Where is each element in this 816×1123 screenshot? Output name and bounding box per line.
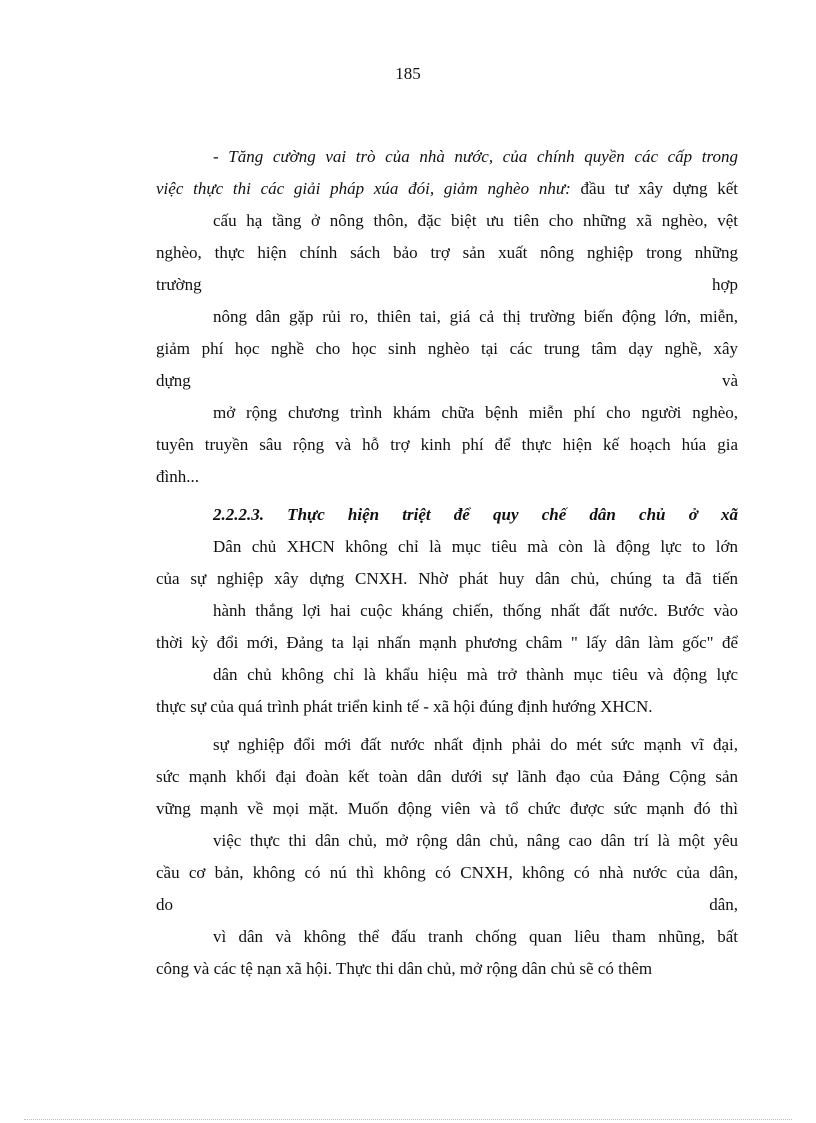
text-line (156, 595, 738, 627)
text-line (156, 563, 738, 595)
text-line (156, 301, 738, 333)
text-run: việc thực thi các giải pháp xúa đói, giảm nghèo như: (156, 179, 571, 198)
text-line (156, 269, 738, 301)
text-line (156, 237, 738, 269)
text-line (156, 953, 738, 985)
page-bottom-divider (24, 1119, 792, 1120)
text-run: dân chủ không chỉ là khẩu hiệu mà trở thành mục tiêu và động lực (213, 665, 738, 684)
text-run: mở rộng chương trình khám chữa bệnh miễn phí cho người nghèo, (213, 403, 738, 422)
text-run: Dân chủ XHCN không chỉ là mục tiêu mà còn là động lực to lớn (213, 537, 738, 556)
text-run: tuyên truyền sâu rộng và hỗ trợ kinh phí để thực hiện kế hoạch húa gia (156, 435, 738, 454)
text-run: vững mạnh về mọi mặt. Muốn động viên và tổ chức được sức mạnh đó thì (156, 799, 738, 818)
text-run: cấu hạ tầng ở nông thôn, đặc biệt ưu tiên cho những xã nghèo, vệt (213, 211, 738, 230)
text-run: công và các tệ nạn xã hội. Thực thi dân chủ, mở rộng dân chủ sẽ có thêm (156, 959, 653, 978)
text-line (156, 627, 738, 659)
text-line (156, 173, 738, 205)
text-run: của sự nghiệp xây dựng CNXH. Nhờ phát huy dân chủ, chúng ta đã tiến (156, 569, 738, 588)
text-run: việc thực thi dân chủ, mở rộng dân chủ, nâng cao dân trí là một yêu (213, 831, 738, 850)
text-line (156, 397, 738, 429)
text-run: sức mạnh khối đại đoàn kết toàn dân dưới sự lãnh đạo của Đảng Cộng sản (156, 767, 738, 786)
text-run: cầu cơ bản, không có nú thì không có CNXH, không có nhà nước của dân, (156, 863, 738, 882)
text-line (156, 531, 738, 563)
text-run: nông dân gặp rủi ro, thiên tai, giá cả thị trường biến động lớn, miễn, (213, 307, 738, 326)
text-line (156, 691, 738, 723)
text-run: 2.2.2.3. Thực hiện triệt để quy chế dân chủ ở xã (213, 505, 738, 524)
text-line (156, 429, 738, 461)
text-run: sự nghiệp đổi mới đất nước nhất định phải do mét sức mạnh vĩ đại, (213, 735, 738, 754)
text-run: thời kỳ đổi mới, Đảng ta lại nhấn mạnh phương châm " lấy dân làm gốc" để (156, 633, 738, 652)
text-run: đầu tư xây dựng kết (570, 179, 738, 198)
text-run: giảm phí học nghề cho học sinh nghèo tại các trung tâm dạy nghề, xây (156, 339, 738, 358)
text-line (156, 729, 738, 761)
text-line (156, 921, 738, 953)
text-line (156, 205, 738, 237)
text-run: đình... (156, 467, 199, 486)
text-run: do dân, (156, 895, 738, 914)
text-line (156, 659, 738, 691)
text-run: nghèo, thực hiện chính sách bảo trợ sản xuất nông nghiệp trong những (156, 243, 738, 262)
section-heading (156, 499, 738, 531)
text-line (156, 889, 738, 921)
text-run: thực sự của quá trình phát triển kinh tế - xã hội đúng định hướng XHCN. (156, 697, 653, 716)
text-line (156, 825, 738, 857)
text-line (156, 857, 738, 889)
text-run: dựng và (156, 371, 738, 390)
text-run: hành thắng lợi hai cuộc kháng chiến, thống nhất đất nước. Bước vào (213, 601, 738, 620)
text-run: trường hợp (156, 275, 738, 294)
page-number: 185 (395, 64, 421, 83)
text-line (156, 333, 738, 365)
text-line (156, 761, 738, 793)
text-line (156, 141, 738, 173)
text-line (156, 365, 738, 397)
text-run: - Tăng cường vai trò của nhà nước, của chính quyền các cấp trong (213, 147, 738, 166)
text-line (156, 793, 738, 825)
text-run: vì dân và không thể đấu tranh chống quan liêu tham nhũng, bất (213, 927, 738, 946)
text-line (156, 461, 738, 493)
body-text (156, 141, 738, 985)
